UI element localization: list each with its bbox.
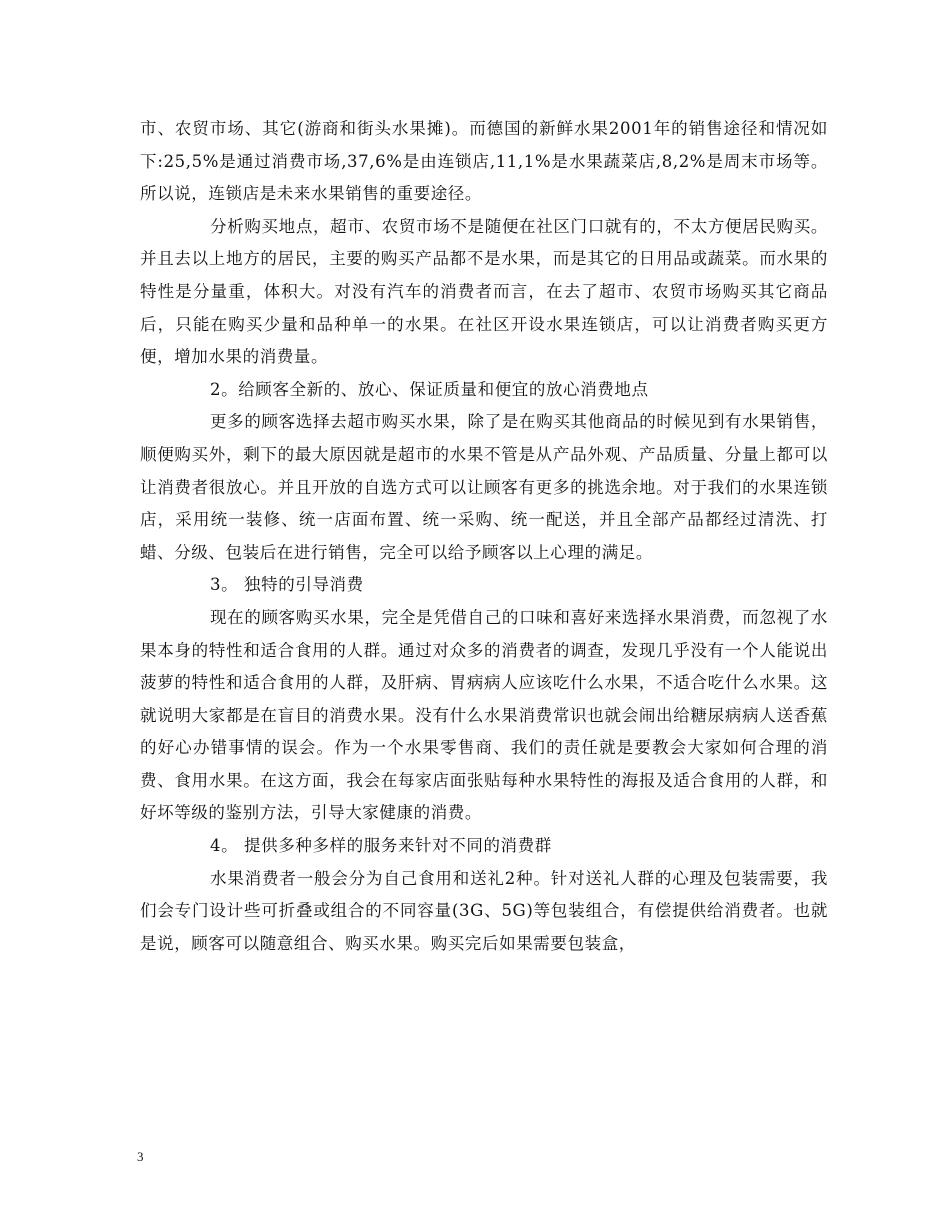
paragraph-supermarket-trust: 更多的顾客选择去超市购买水果，除了是在购买其他商品的时候见到有水果销售，顺便购买外，剩下的最大原因就是超市的水果不管是从产品外观、产品质量、分量上都可以让消费者很放心。并且开放的自选方式可以让顾客有更多的挑选余地。对于我们的水果连锁店，采用统一装修、统一店面布置、统一采购、统一配送，并且全部产品都经过清洗、打蜡、分级、包装后在进行销售，完全可以给予顾客以上心理的满足。 bbox=[140, 412, 828, 562]
paragraph-guided-consumption: 现在的顾客购买水果，完全是凭借自己的口味和喜好来选择水果消费，而忽视了水果本身的特性和适合食用的人群。通过对众多的消费者的调查，发现几乎没有一个人能说出菠萝的特性和适合食用的人群，及肝病、胃病病人应该吃什么水果，不适合吃什么水果。这就说明大家都是在盲目的消费水果。没有什么水果消费常识也就会闹出给糖尿病病人送香蕉的好心办错事情的误会。作为一个水果零售商、我们的责任就是要教会大家如何合理的消费、食用水果。在这方面，我会在每家店面张贴每种水果特性的海报及适合食用的人群，和好坏等级的鉴别方法，引导大家健康的消费。 bbox=[140, 607, 828, 823]
paragraph-gift-packaging: 水果消费者一般会分为自己食用和送礼2种。针对送礼人群的心理及包装需要，我们会专门设计些可折叠或组合的不同容量(3G、5G)等包装组合，有偿提供给消费者。也就是说，顾客可以随意组合、购买水果。购买完后如果需要包装盒， bbox=[140, 868, 828, 953]
paragraph-purchase-location: 分析购买地点，超市、农贸市场不是随便在社区门口就有的，不太方便居民购买。并且去以上地方的居民，主要的购买产品都不是水果，而是其它的日用品或蔬菜。而水果的特性是分量重，体积大。对没有汽车的消费者而言，在去了超市、农贸市场购买其它商品后，只能在购买少量和品种单一的水果。在社区开设水果连锁店，可以让消费者购买更方便，增加水果的消费量。 bbox=[140, 216, 828, 367]
document-body bbox=[140, 113, 828, 960]
paragraph-sales-channels: 市、农贸市场、其它(游商和街头水果摊)。而德国的新鲜水果2001年的销售途径和情况如下:25,5%是通过消费市场,37,6%是由连锁店,11,1%是水果蔬菜店,8,2%是周末市场等。所以说，连锁店是未来水果销售的重要途径。 bbox=[140, 119, 828, 204]
heading-point-2: 2。给顾客全新的、放心、保证质量和便宜的放心消费地点 bbox=[210, 379, 649, 399]
page-number: 3 bbox=[137, 1149, 144, 1164]
heading-point-3: 3。 独特的引导消费 bbox=[210, 575, 364, 595]
heading-point-4: 4。 提供多种多样的服务来针对不同的消费群 bbox=[210, 836, 552, 856]
